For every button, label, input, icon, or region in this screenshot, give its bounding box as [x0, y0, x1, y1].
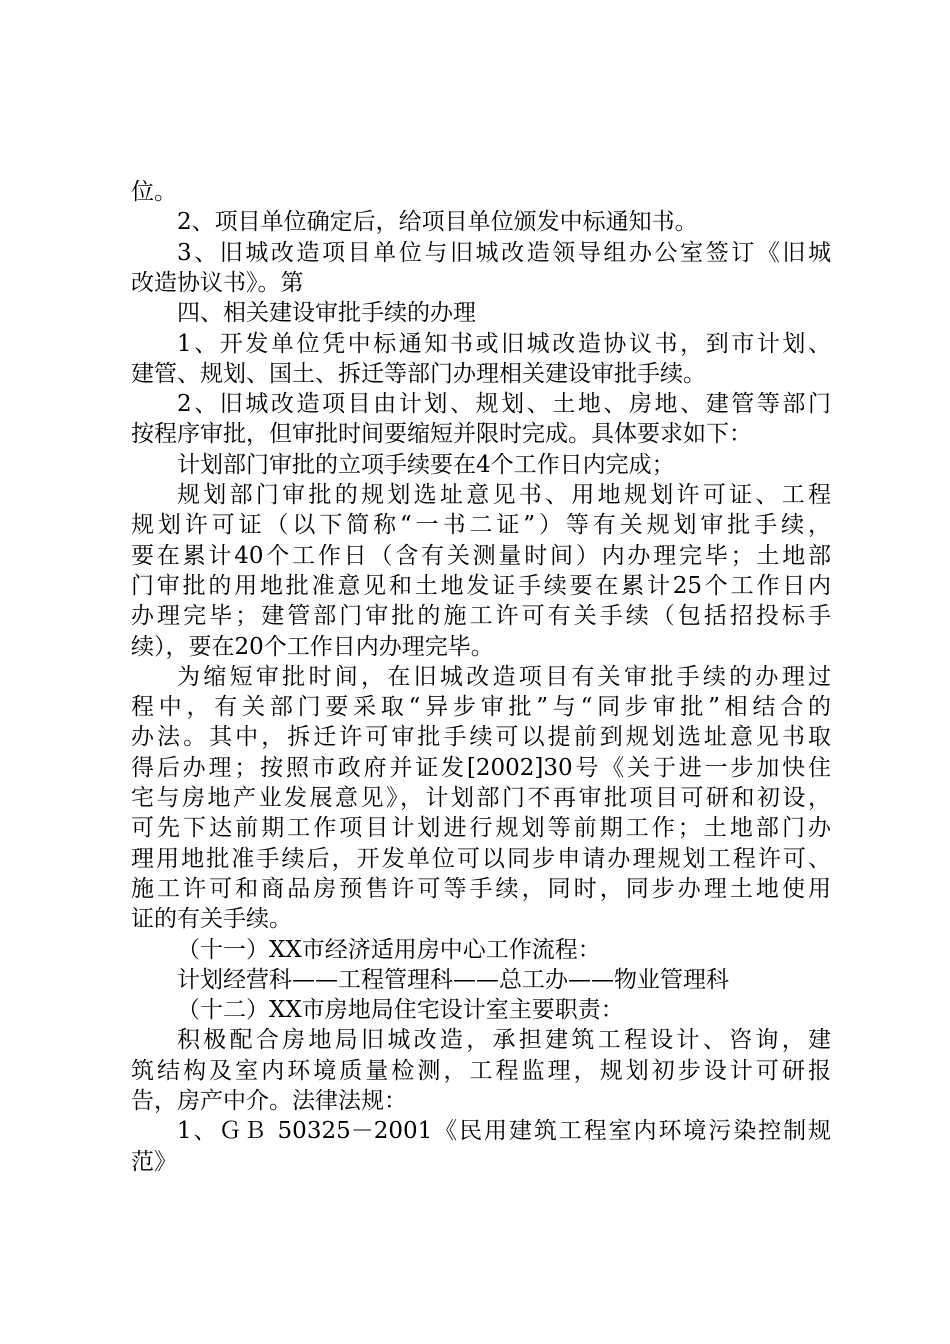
text-line: （十二）XX市房地局住宅设计室主要职责：: [177, 997, 624, 1024]
text-line: 得后办理；按照市政府并证发[2002]30号《关于进一步加快住: [131, 754, 831, 781]
text-line: 可先下达前期工作项目计划进行规划等前期工作；土地部门办: [131, 815, 831, 842]
text-line: 积极配合房地局旧城改造，承担建筑工程设计、咨询，建: [177, 1027, 831, 1054]
text-line: 3、旧城改造项目单位与旧城改造领导组办公室签订《旧城: [177, 239, 831, 266]
document-page: [131, 0, 831, 1344]
text-line: 四、相关建设审批手续的办理: [177, 300, 476, 327]
text-line: 筑结构及室内环境质量检测，工程监理，规划初步设计可研报: [131, 1057, 831, 1084]
text-line: 要在累计40个工作日（含有关测量时间）内办理完毕；土地部: [131, 542, 831, 569]
text-line: 续），要在20个工作日内办理完毕。: [131, 633, 494, 660]
text-line: 范》: [131, 1148, 177, 1175]
text-line: 施工许可和商品房预售许可等手续，同时，同步办理土地使用: [131, 875, 831, 902]
text-line: 规划部门审批的规划选址意见书、用地规划许可证、工程: [177, 482, 831, 508]
text-line: 办理完毕；建管部门审批的施工许可有关手续（包括招投标手: [131, 603, 831, 630]
text-line: 证的有关手续。: [131, 906, 292, 933]
text-line: 理用地批准手续后，开发单位可以同步申请办理规划工程许可、: [131, 845, 831, 872]
text-line: 1、ＧＢ 50325－2001《民用建筑工程室内环境污染控制规: [177, 1118, 831, 1145]
text-line: 2、旧城改造项目由计划、规划、土地、房地、建管等部门: [177, 391, 831, 418]
text-line: 建管、规划、国土、拆迁等部门办理相关建设审批手续。: [131, 360, 706, 387]
text-line: 为缩短审批时间，在旧城改造项目有关审批手续的办理过: [177, 663, 831, 690]
text-line: 计划经营科——工程管理科——总工办——物业管理科: [177, 966, 729, 993]
text-line: 计划部门审批的立项手续要在4个工作日内完成；: [177, 451, 675, 478]
text-line: 改造协议书》。第: [131, 269, 304, 296]
text-line: 门审批的用地批准意见和土地发证手续要在累计25个工作日内: [131, 572, 831, 599]
text-line: 规划许可证（以下简称“一书二证”）等有关规划审批手续，: [131, 512, 831, 539]
text-line: 1、开发单位凭中标通知书或旧城改造协议书，到市计划、: [177, 330, 831, 357]
text-line: 位。: [131, 179, 177, 205]
text-line: 2、项目单位确定后，给项目单位颁发中标通知书。: [177, 209, 698, 236]
text-line: 宅与房地产业发展意见》，计划部门不再审批项目可研和初设，: [131, 785, 831, 811]
text-line: 告，房产中介。法律法规：: [131, 1088, 407, 1114]
text-line: 办法。其中，拆迁许可审批手续可以提前到规划选址意见书取: [131, 724, 831, 751]
text-line: 按程序审批，但审批时间要缩短并限时完成。具体要求如下：: [131, 421, 752, 448]
text-line: （十一）XX市经济适用房中心工作流程：: [177, 936, 601, 963]
text-line: 程中，有关部门要采取“异步审批”与“同步审批”相结合的: [131, 694, 831, 721]
